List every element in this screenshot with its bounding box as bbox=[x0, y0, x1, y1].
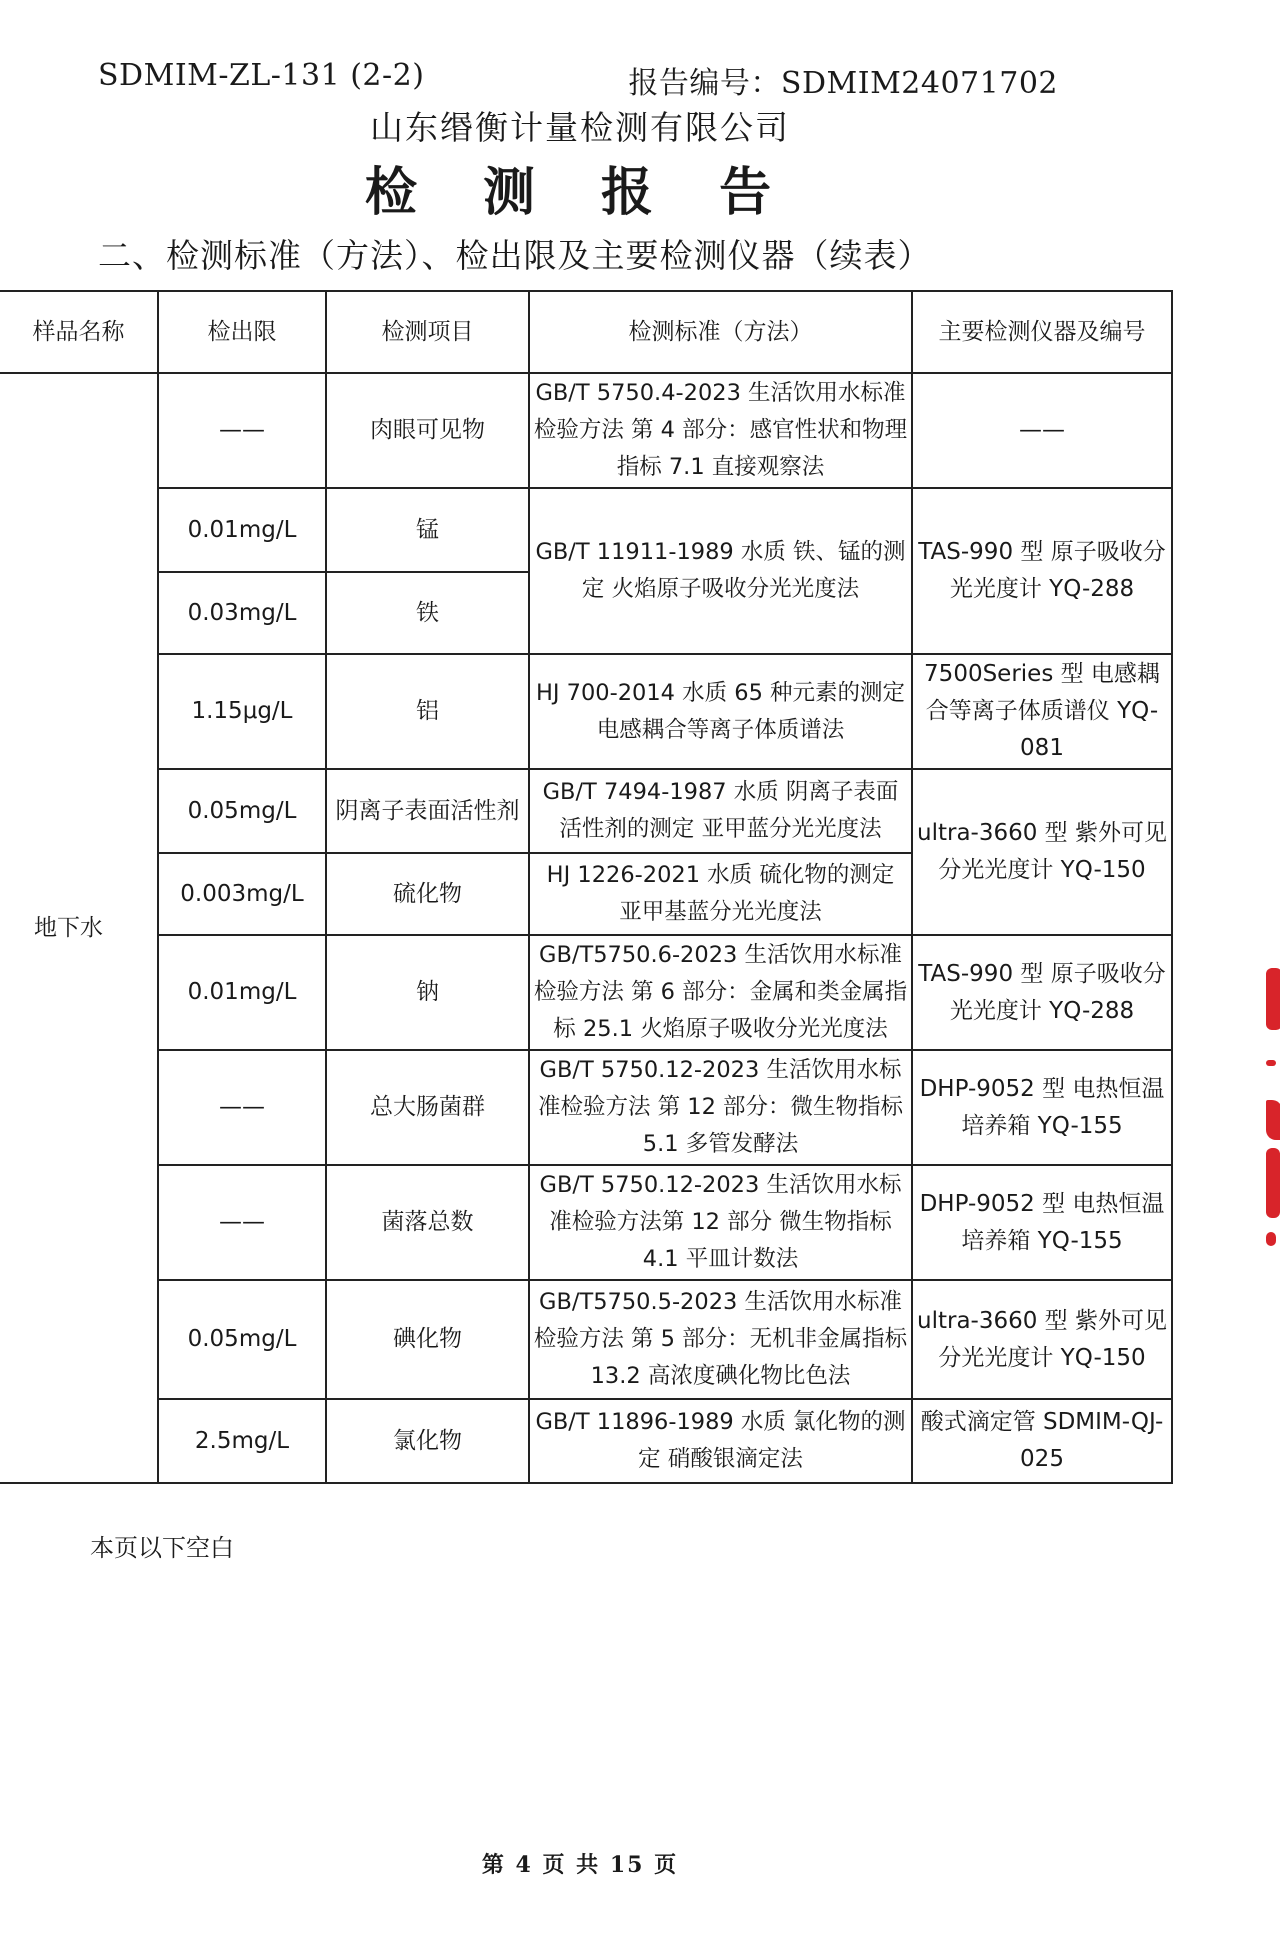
table-row bbox=[0, 488, 1172, 572]
instrument-cell: ultra-3660 型 紫外可见分光光度计 YQ-150 bbox=[912, 1280, 1172, 1399]
section-title: 二、检测标准（方法）、检出限及主要检测仪器（续表） bbox=[98, 236, 932, 275]
limit-cell: 0.01mg/L bbox=[158, 935, 326, 1050]
instrument-cell: 酸式滴定管 SDMIM-QJ-025 bbox=[912, 1399, 1172, 1483]
method-cell: GB/T 5750.12-2023 生活饮用水标准检验方法 第 12 部分：微生物指标 5.1 多管发酵法 bbox=[529, 1050, 912, 1165]
table-row bbox=[0, 769, 1172, 853]
col-header-method: 检测标准（方法） bbox=[529, 291, 912, 373]
instrument-cell: TAS-990 型 原子吸收分光光度计 YQ-288 bbox=[912, 935, 1172, 1050]
method-cell: GB/T 5750.12-2023 生活饮用水标准检验方法第 12 部分 微生物指标 4.1 平皿计数法 bbox=[529, 1165, 912, 1280]
method-cell: HJ 1226-2021 水质 硫化物的测定 亚甲基蓝分光光度法 bbox=[529, 853, 912, 935]
item-cell: 锰 bbox=[326, 488, 529, 572]
col-header-item: 检测项目 bbox=[326, 291, 529, 373]
instrument-cell: —— bbox=[912, 373, 1172, 488]
detection-standards-table bbox=[0, 290, 1173, 1484]
table-row bbox=[0, 654, 1172, 769]
method-cell: HJ 700-2014 水质 65 种元素的测定 电感耦合等离子体质谱法 bbox=[529, 654, 912, 769]
limit-cell: 0.003mg/L bbox=[158, 853, 326, 935]
limit-cell: 0.05mg/L bbox=[158, 769, 326, 853]
table-row bbox=[0, 373, 1172, 488]
table-row bbox=[0, 935, 1172, 1050]
item-cell: 肉眼可见物 bbox=[326, 373, 529, 488]
instrument-cell: DHP-9052 型 电热恒温培养箱 YQ-155 bbox=[912, 1050, 1172, 1165]
limit-cell: —— bbox=[158, 1050, 326, 1165]
limit-cell: 0.03mg/L bbox=[158, 572, 326, 654]
table-row bbox=[0, 1280, 1172, 1399]
company-name: 山东缗衡计量检测有限公司 bbox=[370, 108, 790, 147]
item-cell: 氯化物 bbox=[326, 1399, 529, 1483]
limit-cell: —— bbox=[158, 1165, 326, 1280]
limit-cell: 1.15μg/L bbox=[158, 654, 326, 769]
instrument-cell: ultra-3660 型 紫外可见分光光度计 YQ-150 bbox=[912, 769, 1172, 935]
item-cell: 硫化物 bbox=[326, 853, 529, 935]
blank-below-note: 本页以下空白 bbox=[90, 1534, 234, 1562]
item-cell: 总大肠菌群 bbox=[326, 1050, 529, 1165]
item-cell: 菌落总数 bbox=[326, 1165, 529, 1280]
limit-cell: —— bbox=[158, 373, 326, 488]
col-header-sample: 样品名称 bbox=[0, 291, 158, 373]
limit-cell: 2.5mg/L bbox=[158, 1399, 326, 1483]
table-row bbox=[0, 1050, 1172, 1165]
report-title: 检 测 报 告 bbox=[364, 163, 796, 223]
form-code: SDMIM-ZL-131 (2-2) bbox=[98, 58, 425, 93]
instrument-cell: DHP-9052 型 电热恒温培养箱 YQ-155 bbox=[912, 1165, 1172, 1280]
report-number: 报告编号：SDMIM24071702 bbox=[628, 66, 1058, 101]
item-cell: 钠 bbox=[326, 935, 529, 1050]
item-cell: 铝 bbox=[326, 654, 529, 769]
instrument-cell: TAS-990 型 原子吸收分光光度计 YQ-288 bbox=[912, 488, 1172, 654]
table-row bbox=[0, 1165, 1172, 1280]
red-seal-stamp bbox=[1262, 960, 1280, 1260]
page-number: 第 4 页 共 15 页 bbox=[481, 1852, 679, 1878]
method-cell: GB/T 5750.4-2023 生活饮用水标准检验方法 第 4 部分：感官性状和物理指标 7.1 直接观察法 bbox=[529, 373, 912, 488]
sample-name-cell: 地下水 bbox=[0, 373, 158, 1483]
instrument-cell: 7500Series 型 电感耦合等离子体质谱仪 YQ-081 bbox=[912, 654, 1172, 769]
col-header-instrument: 主要检测仪器及编号 bbox=[912, 291, 1172, 373]
item-cell: 铁 bbox=[326, 572, 529, 654]
method-cell: GB/T5750.5-2023 生活饮用水标准检验方法 第 5 部分：无机非金属指标 13.2 高浓度碘化物比色法 bbox=[529, 1280, 912, 1399]
col-header-limit: 检出限 bbox=[158, 291, 326, 373]
table-row bbox=[0, 1399, 1172, 1483]
table-header-row bbox=[0, 291, 1172, 373]
method-cell: GB/T 11911-1989 水质 铁、锰的测定 火焰原子吸收分光光度法 bbox=[529, 488, 912, 654]
method-cell: GB/T 7494-1987 水质 阴离子表面活性剂的测定 亚甲蓝分光光度法 bbox=[529, 769, 912, 853]
method-cell: GB/T 11896-1989 水质 氯化物的测定 硝酸银滴定法 bbox=[529, 1399, 912, 1483]
limit-cell: 0.05mg/L bbox=[158, 1280, 326, 1399]
item-cell: 碘化物 bbox=[326, 1280, 529, 1399]
method-cell: GB/T5750.6-2023 生活饮用水标准检验方法 第 6 部分：金属和类金属指标 25.1 火焰原子吸收分光光度法 bbox=[529, 935, 912, 1050]
limit-cell: 0.01mg/L bbox=[158, 488, 326, 572]
item-cell: 阴离子表面活性剂 bbox=[326, 769, 529, 853]
report-header bbox=[98, 58, 1058, 102]
